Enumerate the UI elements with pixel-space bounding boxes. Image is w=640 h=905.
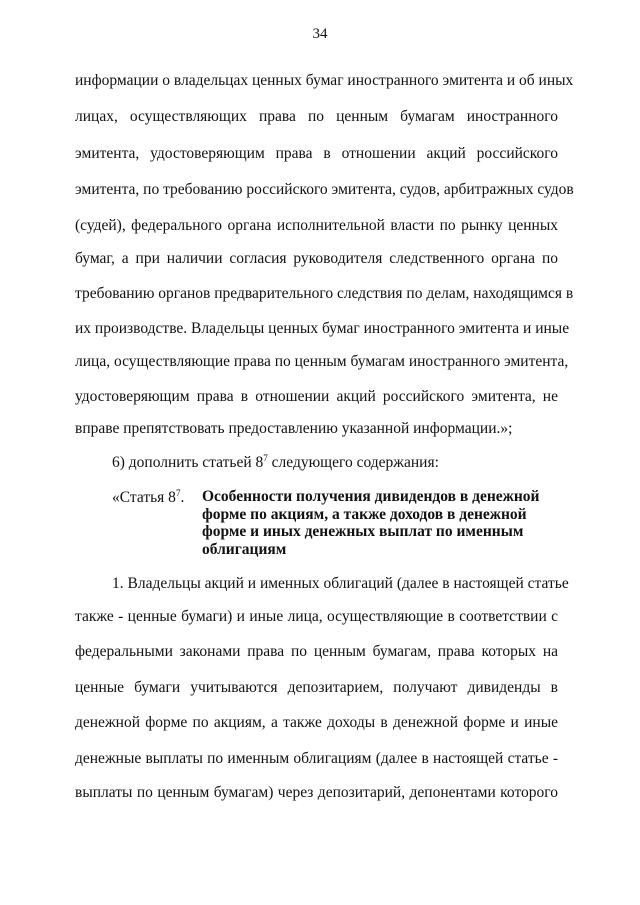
text-line: требованию органов предварительного следствия по делам, находящимся в	[75, 285, 574, 302]
amendment-item-text: следующего содержания:	[267, 454, 439, 471]
amendment-item	[112, 453, 439, 473]
amendment-item-text: 6) дополнить статьей 8	[112, 454, 264, 471]
text-line: вправе препятствовать предоставлению указанной информации.»;	[75, 420, 513, 437]
text-line: эмитента, по требованию российского эмитента, судов, арбитражных судов	[75, 181, 574, 198]
article-title-line: форме по акциям, а также доходов в денежной	[202, 505, 527, 523]
text-line: эмитента, удостоверяющим права в отношении акций российского	[75, 145, 558, 162]
text-line: информации о владельцах ценных бумаг иностранного эмитента и об иных	[75, 72, 574, 89]
text-line: денежные выплаты по именным облигациям (далее в настоящей статье -	[75, 750, 558, 767]
text-line: их производстве. Владельцы ценных бумаг иностранного эмитента и иные	[75, 320, 570, 337]
text-line: 1. Владельцы акций и именных облигаций (далее в настоящей статье	[112, 575, 569, 592]
article-title-line: форме и иных денежных выплат по именным	[202, 523, 524, 540]
article-title	[202, 488, 542, 558]
text-line: бумаг, а при наличии согласия руководителя следственного органа по	[75, 250, 558, 267]
text-line: федеральными законами права по ценным бумагам, права которых на	[75, 643, 558, 660]
superscript: 7	[263, 453, 268, 463]
text-line: лицах, осуществляющих права по ценным бумагам иностранного	[75, 108, 558, 125]
article-title-line: Особенности получения дивидендов в денежной	[202, 488, 540, 505]
text-line: выплаты по ценным бумагам) через депозитарий, депонентами которого	[75, 784, 558, 801]
text-line: лица, осуществляющие права по ценным бумагам иностранного эмитента,	[75, 353, 569, 370]
text-line: также - ценные бумаги) и иные лица, осуществляющие в соответствии с	[75, 608, 558, 625]
article-title-line: облигациям	[202, 540, 287, 558]
text-line: (судей), федерального органа исполнительной власти по рынку ценных	[75, 217, 558, 234]
page-number: 34	[312, 26, 328, 42]
superscript: 7	[175, 488, 181, 498]
text-line: ценные бумаги учитываются депозитарием, получают дивиденды в	[75, 679, 558, 696]
article-label: «Статья $8^7$.	[112, 488, 185, 506]
text-line: удостоверяющим права в отношении акций российского эмитента, не	[75, 388, 558, 405]
text-line: денежной форме по акциям, а также доходы в денежной форме и иные	[75, 714, 558, 731]
